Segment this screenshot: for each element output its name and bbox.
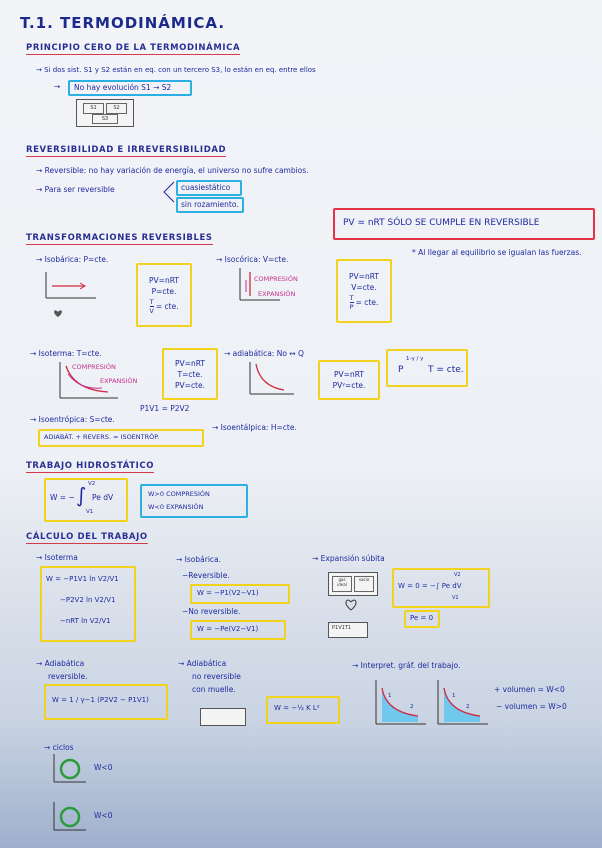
calc-isobarica-norev: −No reversible. [182,607,241,616]
isochoric-compresion: COMPRESIÓN [254,275,298,283]
pv-work-graph-1 [368,678,430,728]
cuasiestatico-box: cuasiestático [176,180,242,196]
cycle-graph-2 [50,800,90,834]
calc-expansion-label: → Expansión súbita [312,554,385,563]
heart-doodle-icon [344,598,358,612]
work-integral-box: W = − ∫ V2 V1 Pe dV [44,478,128,522]
heading-transformaciones: TRANSFORMACIONES REVERSIBLES [26,233,213,243]
principio-cero-arrow: → [54,82,61,91]
graph1-point2: 2 [410,704,414,710]
interp-result-2: − volumen = W>0 [496,702,567,711]
isoentropic-box: ADIABÁT. + REVERS. = ISOENTRÓP. [38,429,204,447]
calc-adiab-norev-label1: → Adiabática [178,659,227,668]
calc-interp-label: → Interpret. gráf. del trabajo. [352,661,461,670]
isothermal-compresion: COMPRESIÓN [72,363,116,371]
heading-reversibilidad: REVERSIBILIDAD E IRREVERSIBILIDAD [26,145,227,155]
isochoric-graph-icon [234,266,284,306]
cycle-1-sign: W<0 [94,763,113,772]
pv-work-graph-2 [430,678,492,728]
sin-rozamiento-box: sin rozamiento. [176,197,244,213]
isoentropica-label: → Isoentrópica: S=cte. [30,415,115,424]
brace-icon [158,178,178,208]
isoentalpica-label: → Isoentálpica: H=cte. [212,423,297,432]
calc-isothermal-box: W = −P1V1 ln V2/V1 −P2V2 ln V2/V1 −nRT ln V2/V1 [40,566,136,642]
equilibrium-note: * Al llegar al equilibrio se igualan las fuerzas. [412,248,582,257]
isothermal-relation: P1V1 = P2V2 [140,404,190,413]
graph2-point1: 1 [452,693,456,699]
spring-sketch [200,708,246,726]
heading-principio-cero: PRINCIPIO CERO DE LA TERMODINÁMICA [26,43,241,53]
calc-adiab-rev-label1: → Adiabática [36,659,85,668]
page-title: T.1. TERMODINÁMICA. [20,14,226,32]
isochoric-expansion: EXPANSIÓN [258,290,296,298]
ciclos-label: → ciclos [44,743,74,752]
free-expansion-box: W = 0 = −∫ Pe dV V2 V1 [392,568,490,608]
isobaric-graph-icon [40,270,100,320]
calc-adiab-rev-box: W = 1 / γ−1 (P2V2 − P1V1) [44,684,168,720]
calc-isobaric-norev-box: W = −Pe(V2−V1) [190,620,286,640]
calc-adiab-norev-label3: con muelle. [192,685,236,694]
calc-isobaric-rev-box: W = −P1(V2−V1) [190,584,290,604]
calc-isobarica-rev: −Reversible. [182,571,230,580]
isobaric-formula-box: PV=nRT P=cte. $\frac{T}{V}$ = cte. [136,263,192,327]
graph2-point2: 2 [466,704,470,710]
calc-isobarica-label: → Isobárica. [176,555,222,564]
isobarica-label: → Isobárica: P=cte. [36,255,109,264]
reversible-note-box: PV = nRT SÓLO SE CUMPLE EN REVERSIBLE [333,208,595,240]
calc-adiab-norev-box: W = −½ K L² [266,696,340,724]
reversible-condition: → Para ser reversible [36,185,115,194]
reversible-definition: → Reversible: no hay variación de energía, el universo no sufre cambios. [36,166,309,175]
adiabatica-label: → adiabática: No ↔ Q [224,349,304,358]
interp-result-1: + volumen = W<0 [494,685,565,694]
principio-cero-text: → Si dos sist. S1 y S2 están en eq. con un tercero S3, lo están en eq. entre ellos [36,66,316,74]
isoterma-label: → Isoterma: T=cte. [30,349,102,358]
graph1-point1: 1 [388,693,392,699]
no-evolution-box: No hay evolución S1 → S2 [68,80,192,96]
pe-zero-box: Pe = 0 [404,610,440,628]
free-expansion-sketch-2: P1V1T1 [328,622,368,638]
isochoric-formula-box: PV=nRT V=cte. $\frac{T}{P}$ = cte. [336,259,392,323]
isothermal-formula-box: PV=nRT T=cte. PV=cte. [162,348,218,400]
free-expansion-sketch: gas ideal vacío [328,572,378,596]
calc-isoterma-label: → Isoterma [36,553,78,562]
calc-adiab-rev-label2: reversible. [48,672,88,681]
isothermal-expansion: EXPANSIÓN [100,377,138,385]
work-sign-box: W>0 COMPRESIÓN W<0 EXPANSIÓN [140,484,248,518]
adiabatic-graph-icon [244,360,300,400]
isocorica-label: → Isocórica: V=cte. [216,255,289,264]
cycle-graph-1 [50,752,90,786]
adiabatic-formula-box: PV=nRT PVᵞ=cte. [318,360,380,400]
adiabatic-temperature-box: P 1-γ / γ T = cte. [386,349,468,387]
cycle-2-sign: W<0 [94,811,113,820]
heading-calculo-trabajo: CÁLCULO DEL TRABAJO [26,532,148,542]
systems-sketch: S1 S2 S3 [76,99,134,127]
heading-trabajo-hidrostatico: TRABAJO HIDROSTÁTICO [26,461,155,471]
calc-adiab-norev-label2: no reversible [192,672,241,681]
